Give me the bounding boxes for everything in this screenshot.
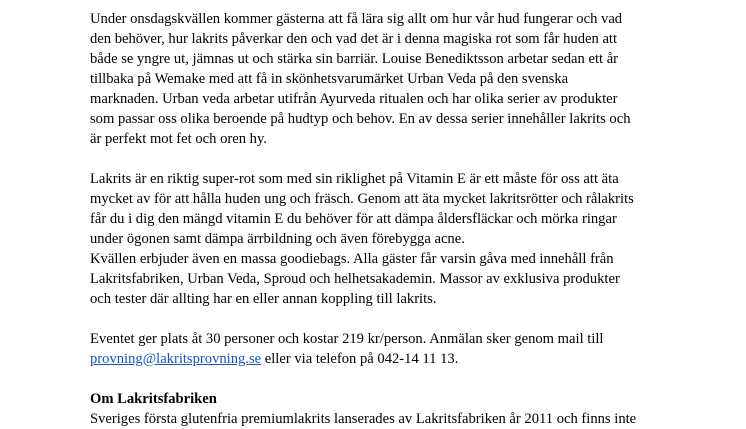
paragraph-line: marknaden. Urban veda arbetar utifrån Ayurveda ritualen och har olika serier av produkter	[90, 91, 618, 107]
event-info-line: Eventet ger plats åt 30 personer och kostar 219 kr/person. Anmälan sker genom mail till	[90, 331, 604, 347]
paragraph-line: Kvällen erbjuder även en massa goodiebags. Alla gäster får varsin gåva med innehåll från	[90, 251, 614, 267]
paragraph-line: och tester där allting har en eller annan koppling till lakrits.	[90, 291, 437, 307]
paragraph-spacer	[90, 309, 670, 329]
contact-line	[90, 349, 670, 369]
section-text: Sveriges första glutenfria premiumlakrits lanserades av Lakritsfabriken år 2011 och finns inte	[90, 411, 637, 427]
section-heading: Om Lakritsfabriken	[90, 391, 217, 407]
paragraph-line: Under onsdagskvällen kommer gästerna att få lära sig allt om hur vår hud fungerar och vad	[90, 11, 623, 27]
paragraph-line: som passar oss olika beroende på hudtyp och behov. En av dessa serier innehåller lakrits och	[90, 111, 631, 127]
paragraph-line: är perfekt mot fet och oren hy.	[90, 131, 267, 147]
phone-text: eller via telefon på 042-14 11 13.	[261, 351, 459, 367]
paragraph-line: Lakrits är en riktig super-rot som med sin riklighet på Vitamin E är ett måste för oss att äta	[90, 171, 619, 187]
paragraph-line: tillbaka på Wemake med att få in skönhetsvarumärket Urban Veda på den svenska	[90, 71, 569, 87]
email-link[interactable]: provning@lakritsprovning.se	[90, 351, 262, 367]
paragraph-line: både se yngre ut, jämnas ut och stärka sin barriär. Louise Benediktsson arbetar sedan ett år	[90, 51, 619, 67]
paragraph-spacer	[90, 369, 670, 389]
document-page	[90, 9, 670, 429]
paragraph-spacer	[90, 149, 670, 169]
paragraph-line: Lakritsfabriken, Urban Veda, Sproud och helhetsakademin. Massor av exklusiva produkter	[90, 271, 620, 287]
about-section	[90, 389, 670, 429]
paragraph-line: mycket av för att hålla huden ung och fräsch. Genom att äta mycket lakritsrötter och rålakrits	[90, 191, 634, 207]
paragraph-line: får du i dig den mängd vitamin E du behöver för att dämpa åldersfläckar och mörka ringar	[90, 211, 617, 227]
event-info-paragraph	[90, 329, 670, 369]
paragraph-line: under ögonen samt dämpa ärrbildning och även förebygga acne.	[90, 231, 465, 247]
intro-paragraph	[90, 9, 670, 149]
licorice-paragraph	[90, 169, 670, 309]
paragraph-line: den behöver, hur lakrits påverkar den och vad det är i denna magiska rot som får huden att	[90, 31, 618, 47]
